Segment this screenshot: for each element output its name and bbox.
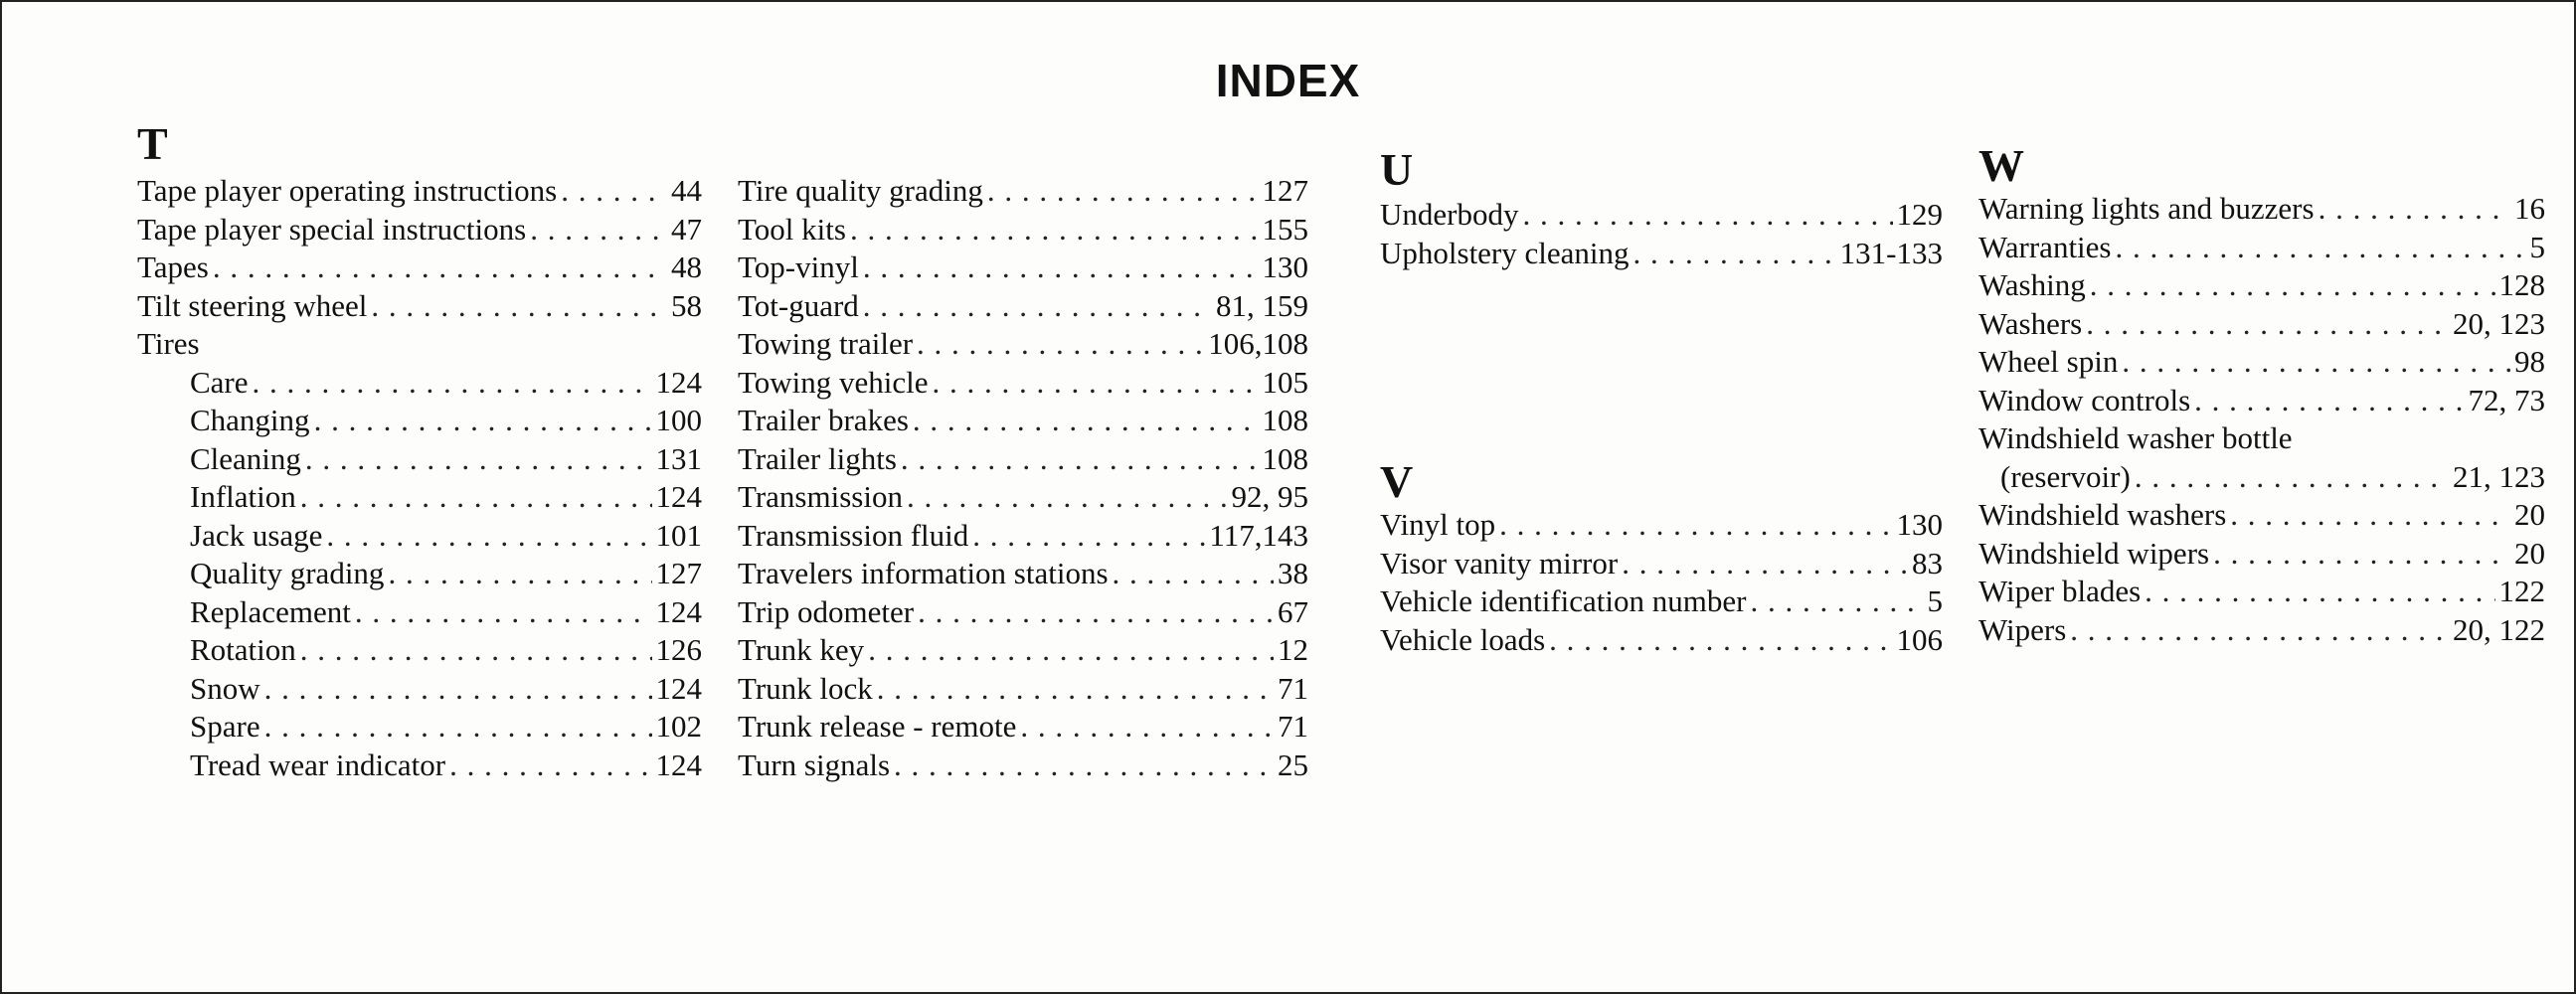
index-entry xyxy=(1978,459,2545,498)
index-page-number: 105 xyxy=(1262,364,1308,400)
dot-leader xyxy=(1499,507,1892,543)
dot-leader xyxy=(305,441,652,477)
index-page-number: 126 xyxy=(655,632,702,667)
dot-leader xyxy=(863,249,1259,285)
index-list-t-1 xyxy=(137,173,702,785)
index-entry xyxy=(137,288,702,327)
index-page-number: 130 xyxy=(1896,507,1943,542)
dot-leader xyxy=(314,403,652,438)
index-page-number: 124 xyxy=(655,479,702,514)
dot-leader xyxy=(264,709,652,745)
dot-leader xyxy=(2122,344,2510,380)
index-page-number: 44 xyxy=(671,173,702,208)
index-term: Washing xyxy=(1978,267,2086,302)
index-entry xyxy=(738,709,1308,747)
index-entry xyxy=(738,518,1308,557)
dot-leader xyxy=(326,518,651,554)
index-entry xyxy=(738,747,1308,786)
index-term: Window controls xyxy=(1978,382,2191,417)
dot-leader xyxy=(2116,230,2526,265)
index-entry xyxy=(738,288,1308,327)
dot-leader xyxy=(863,288,1212,324)
index-term: Towing trailer xyxy=(738,326,914,361)
index-entry xyxy=(137,747,702,786)
index-entry xyxy=(738,365,1308,404)
index-entry xyxy=(137,403,702,441)
index-entry xyxy=(1978,344,2545,383)
index-page-number: 5 xyxy=(1927,583,1943,618)
dot-leader xyxy=(300,632,652,668)
index-page-number: 122 xyxy=(2498,574,2545,608)
index-term: Tool kits xyxy=(738,211,846,247)
index-page-number: 124 xyxy=(655,593,702,629)
section-letter-t: T xyxy=(137,118,168,169)
index-entry xyxy=(1978,383,2545,421)
dot-leader xyxy=(850,212,1259,248)
index-list-u xyxy=(1380,197,1943,273)
index-term: Transmission fluid xyxy=(738,517,969,553)
index-term: Top-vinyl xyxy=(738,249,859,284)
index-page-number: 83 xyxy=(1912,545,1943,580)
index-term: Snow xyxy=(190,670,260,706)
index-entry xyxy=(137,479,702,518)
dot-leader xyxy=(907,479,1228,515)
index-term: Vehicle loads xyxy=(1380,621,1546,657)
index-term: Travelers information stations xyxy=(738,556,1109,590)
index-entry xyxy=(1978,497,2545,536)
index-entry xyxy=(1978,536,2545,575)
index-page-number: 48 xyxy=(671,249,702,284)
index-page-number: 20 xyxy=(2514,535,2545,571)
index-term: Turn signals xyxy=(738,746,891,782)
index-entry xyxy=(738,594,1308,633)
dot-leader xyxy=(2230,497,2510,533)
index-term: Tape player operating instructions xyxy=(137,173,558,208)
index-page-number: 47 xyxy=(671,211,702,247)
index-term: Visor vanity mirror xyxy=(1380,545,1619,580)
index-term: Towing vehicle xyxy=(738,364,929,400)
dot-leader xyxy=(901,441,1259,477)
index-list-v xyxy=(1380,507,1943,660)
section-letter-v: V xyxy=(1380,456,1414,507)
dot-leader xyxy=(1633,236,1836,271)
index-entry xyxy=(1978,420,2545,459)
index-term: Windshield wipers xyxy=(1978,535,2210,571)
index-entry xyxy=(738,479,1308,518)
dot-leader xyxy=(894,747,1274,783)
index-page-number: 72, 73 xyxy=(2468,382,2545,417)
dot-leader xyxy=(868,632,1274,668)
index-term: Washers xyxy=(1978,305,2083,341)
index-term: Upholstery cleaning xyxy=(1380,235,1630,270)
dot-leader xyxy=(253,365,652,401)
index-entry xyxy=(1380,622,1943,661)
dot-leader xyxy=(1522,197,1892,233)
dot-leader xyxy=(2318,191,2510,227)
dot-leader xyxy=(918,594,1274,630)
dot-leader xyxy=(2070,612,2449,648)
dot-leader xyxy=(371,288,667,324)
dot-leader xyxy=(449,747,651,783)
dot-leader xyxy=(1750,583,1923,619)
index-entry xyxy=(1978,306,2545,345)
index-page-number: 20, 122 xyxy=(2453,611,2545,647)
index-page-number: 20, 123 xyxy=(2453,305,2545,341)
dot-leader xyxy=(913,403,1259,438)
index-list-w xyxy=(1978,191,2545,650)
dot-leader xyxy=(2090,267,2495,303)
index-term: Transmission xyxy=(738,479,903,514)
index-entry xyxy=(1380,197,1943,236)
index-page-number: 101 xyxy=(655,517,702,553)
index-page-number: 124 xyxy=(655,364,702,400)
index-page-number: 92, 95 xyxy=(1231,479,1308,514)
index-page-number: 124 xyxy=(655,670,702,706)
index-term: Vinyl top xyxy=(1380,507,1496,542)
index-term: Tape player special instructions xyxy=(137,211,527,247)
index-term: Spare xyxy=(190,709,260,744)
index-term: Trunk release - remote xyxy=(738,709,1017,744)
index-entry xyxy=(1978,230,2545,268)
dot-leader xyxy=(2086,306,2449,342)
dot-leader xyxy=(530,212,667,248)
index-term: Wheel spin xyxy=(1978,344,2119,379)
index-term: Trailer brakes xyxy=(738,403,909,437)
index-entry xyxy=(137,518,702,557)
index-term: Wiper blades xyxy=(1978,574,2142,608)
index-entry xyxy=(738,556,1308,594)
index-page-number: 102 xyxy=(655,709,702,744)
index-term: Changing xyxy=(190,403,310,437)
index-page-number: 131 xyxy=(655,440,702,476)
dot-leader xyxy=(987,173,1259,209)
index-page-number: 155 xyxy=(1262,211,1308,247)
index-entry xyxy=(738,441,1308,480)
page-title: INDEX xyxy=(1215,55,1361,106)
dot-leader xyxy=(2145,574,2494,609)
index-entry xyxy=(137,365,702,404)
index-page-number: 5 xyxy=(2529,229,2545,264)
index-entry xyxy=(1978,267,2545,306)
index-term: Trunk lock xyxy=(738,670,873,706)
index-entry xyxy=(1978,191,2545,230)
index-entry xyxy=(738,326,1308,365)
index-entry xyxy=(738,212,1308,250)
index-page-number: 20 xyxy=(2514,497,2545,532)
index-entry xyxy=(137,326,702,365)
index-term: Warning lights and buzzers xyxy=(1978,191,2315,226)
index-term: Wipers xyxy=(1978,611,2067,647)
dot-leader xyxy=(355,594,652,630)
index-entry xyxy=(137,632,702,671)
dot-leader xyxy=(561,173,667,209)
dot-leader xyxy=(2194,383,2464,418)
index-entry xyxy=(738,249,1308,288)
index-term: Jack usage xyxy=(190,517,323,553)
index-page-number: 117,143 xyxy=(1209,517,1308,553)
index-term: Rotation xyxy=(190,632,296,667)
index-entry xyxy=(137,249,702,288)
index-entry xyxy=(137,709,702,747)
index-term: Replacement xyxy=(190,593,351,629)
dot-leader xyxy=(917,326,1204,362)
index-page-number: 106,108 xyxy=(1208,326,1308,361)
index-term: Quality grading xyxy=(190,556,385,590)
index-entry xyxy=(1380,236,1943,274)
index-term: Trailer lights xyxy=(738,440,897,476)
section-letter-w: W xyxy=(1978,140,2024,191)
index-entry xyxy=(137,671,702,710)
index-term: Trip odometer xyxy=(738,593,915,629)
dot-leader xyxy=(972,518,1205,554)
dot-leader xyxy=(388,556,651,591)
index-term: Trunk key xyxy=(738,632,865,667)
index-term: Windshield washers xyxy=(1978,497,2227,532)
index-page-number: 25 xyxy=(1278,746,1308,782)
dot-leader xyxy=(877,671,1274,707)
index-entry xyxy=(137,441,702,480)
index-term: Cleaning xyxy=(190,440,301,476)
index-term: Vehicle identification number xyxy=(1380,583,1747,618)
index-page-number: 129 xyxy=(1896,197,1943,232)
index-term: Tire quality grading xyxy=(738,173,983,208)
index-entry xyxy=(1380,507,1943,546)
index-entry xyxy=(738,632,1308,671)
index-page-number: 106 xyxy=(1896,621,1943,657)
index-term: Underbody xyxy=(1380,197,1519,232)
dot-leader xyxy=(2135,459,2449,495)
section-letter-u: U xyxy=(1380,144,1414,195)
index-term: Tread wear indicator xyxy=(190,746,446,782)
index-page-number: 108 xyxy=(1262,440,1308,476)
index-page-number: 67 xyxy=(1278,593,1308,629)
index-page-number: 124 xyxy=(655,746,702,782)
index-entry xyxy=(137,173,702,212)
index-page-number: 127 xyxy=(1262,173,1308,208)
index-page-number: 98 xyxy=(2514,344,2545,379)
index-page-number: 128 xyxy=(2498,267,2545,302)
index-term: Inflation xyxy=(190,479,296,514)
dot-leader xyxy=(1113,556,1274,591)
index-entry xyxy=(1978,574,2545,612)
dot-leader xyxy=(213,249,667,285)
index-term: Tires xyxy=(137,326,200,361)
index-page-number: 71 xyxy=(1278,709,1308,744)
index-term: Warranties xyxy=(1978,229,2112,264)
dot-leader xyxy=(933,365,1259,401)
index-entry xyxy=(137,594,702,633)
index-page-number: 12 xyxy=(1278,632,1308,667)
index-entry xyxy=(137,212,702,250)
dot-leader xyxy=(264,671,652,707)
dot-leader xyxy=(1622,546,1908,581)
dot-leader xyxy=(1020,709,1274,745)
dot-leader xyxy=(1549,622,1892,658)
index-entry xyxy=(738,403,1308,441)
index-entry xyxy=(1380,546,1943,584)
index-entry xyxy=(738,671,1308,710)
index-term: Tapes xyxy=(137,249,209,284)
index-entry xyxy=(738,173,1308,212)
index-page-number: 131-133 xyxy=(1839,235,1943,270)
index-entry xyxy=(1380,583,1943,622)
index-page-number: 100 xyxy=(655,403,702,437)
index-term: Care xyxy=(190,364,249,400)
index-page-number: 71 xyxy=(1278,670,1308,706)
index-page-number: 16 xyxy=(2514,191,2545,226)
index-page-number: 58 xyxy=(671,287,702,323)
index-page-number: 38 xyxy=(1278,556,1308,590)
index-term: Tilt steering wheel xyxy=(137,287,368,323)
index-page-number: 81, 159 xyxy=(1216,287,1308,323)
index-entry xyxy=(137,556,702,594)
index-term: Tot-guard xyxy=(738,287,859,323)
index-page-number: 21, 123 xyxy=(2453,458,2545,494)
index-list-t-2 xyxy=(738,173,1308,785)
dot-leader xyxy=(300,479,652,515)
dot-leader xyxy=(2213,536,2510,572)
index-page-number: 130 xyxy=(1262,249,1308,284)
index-page-number: 127 xyxy=(655,556,702,590)
index-term: Windshield washer bottle xyxy=(1978,420,2293,455)
index-term: (reservoir) xyxy=(2000,458,2131,494)
index-page-number: 108 xyxy=(1262,403,1308,437)
index-entry xyxy=(1978,612,2545,651)
